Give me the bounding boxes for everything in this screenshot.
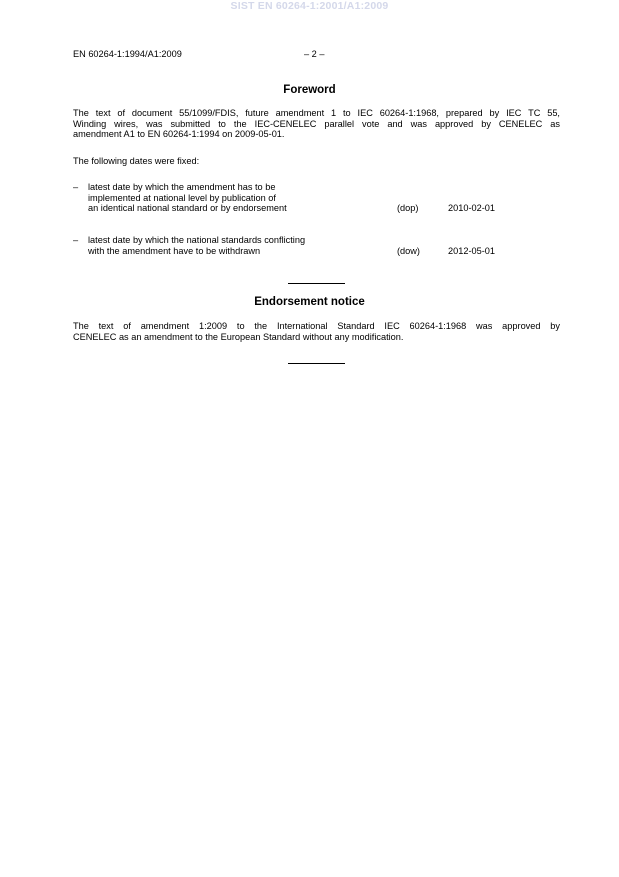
date-abbr: (dop) xyxy=(397,203,419,214)
dates-intro: The following dates were fixed: xyxy=(73,156,200,166)
foreword-line: The text of document 55/1099/FDIS, future amendment 1 to IEC 60264-1:1968, prepared by IEC TC 55, xyxy=(73,108,560,118)
date-item-text xyxy=(88,235,305,256)
document-reference: EN 60264-1:1994/A1:2009 xyxy=(73,49,182,59)
date-item-line: latest date by which the national standards conflicting xyxy=(88,235,306,245)
foreword-paragraph xyxy=(73,108,560,140)
date-abbr: (dow) xyxy=(397,245,420,256)
watermark: SIST EN 60264-1:2001/A1:2009 xyxy=(230,0,389,12)
section-divider xyxy=(288,363,345,364)
endorsement-paragraph xyxy=(73,321,560,342)
endorsement-line: The text of amendment 1:2009 to the International Standard IEC 60264-1:1968 was approved by xyxy=(73,321,560,331)
foreword-line: Winding wires, was submitted to the IEC-CENELEC parallel vote and was approved by CENELEC as xyxy=(73,118,560,129)
date-item-line: with the amendment have to be withdrawn xyxy=(88,245,261,256)
section-divider xyxy=(288,283,345,284)
list-dash: – xyxy=(73,182,79,192)
date-value: 2010-02-01 xyxy=(448,203,495,214)
date-item-dop xyxy=(73,182,560,214)
list-dash: – xyxy=(73,235,79,245)
foreword-line: amendment A1 to EN 60264-1:1994 on 2009-05-01. xyxy=(73,129,285,140)
endorsement-title: Endorsement notice xyxy=(254,296,365,308)
date-value: 2012-05-01 xyxy=(448,245,495,256)
date-item-dow xyxy=(73,235,560,257)
endorsement-line: CENELEC as an amendment to the European Standard without any modification. xyxy=(73,331,404,342)
date-item-line: implemented at national level by publication of xyxy=(88,192,276,203)
date-item-line: latest date by which the amendment has to be xyxy=(88,182,276,192)
foreword-title: Foreword xyxy=(283,84,336,96)
date-item-text xyxy=(88,182,287,214)
page-number: – 2 – xyxy=(304,49,325,59)
date-item-line: an identical national standard or by endorsement xyxy=(88,203,287,214)
